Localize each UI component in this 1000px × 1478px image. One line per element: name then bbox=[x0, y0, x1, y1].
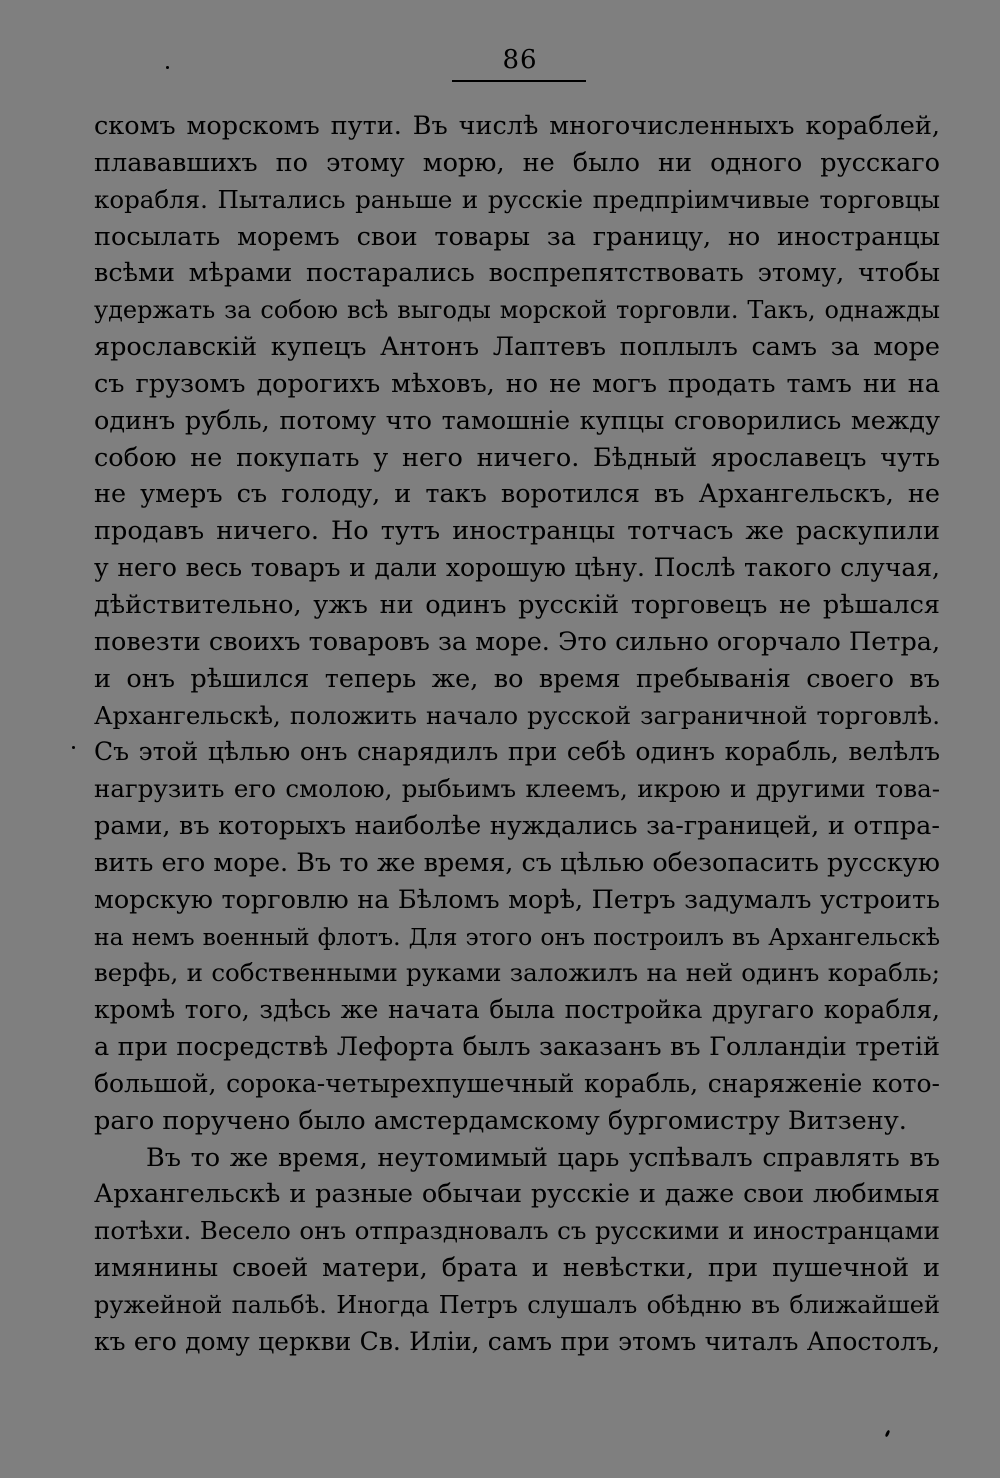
text-line: и онъ рѣшился теперь же, во время пребыванія своего въ bbox=[94, 663, 940, 694]
text-line: не умеръ съ голоду, и такъ воротился въ Архангельскъ, не bbox=[94, 479, 940, 510]
text-line: рами, въ которыхъ наиболѣе нуждались за-границей, и отпра- bbox=[94, 811, 940, 842]
text-line: къ его дому церкви Св. Иліи, самъ при этомъ читалъ Апостолъ, bbox=[94, 1326, 940, 1356]
text-line: собою не покупать у него ничего. Бѣдный ярославецъ чуть bbox=[94, 442, 940, 473]
text-line: одинъ рубль, потому что тамошніе купцы сговорились между bbox=[94, 405, 940, 436]
text-line: съ грузомъ дорогихъ мѣховъ, но не могъ продать тамъ ни на bbox=[94, 368, 940, 399]
text-line: ружейной пальбѣ. Иногда Петръ слушалъ обѣдню въ ближайшей bbox=[94, 1291, 940, 1319]
text-line: удержать за собою всѣ выгоды морской торговли. Такъ, однажды bbox=[94, 296, 940, 325]
text-line: нагрузить его смолою, рыбьимъ клеемъ, икрою и другими това- bbox=[94, 774, 940, 804]
paragraph-end-line: раго поручено было амстердамскому бургомистру Витзену. bbox=[94, 1105, 907, 1136]
page-number: 86 bbox=[502, 45, 538, 75]
page-number-rule bbox=[452, 80, 586, 82]
text-line: кромѣ того, здѣсь же начата была постройка другаго корабля, bbox=[94, 995, 940, 1025]
text-line: плававшихъ по этому морю, не было ни одного русскаго bbox=[94, 147, 940, 178]
scan-speck bbox=[885, 1430, 891, 1438]
body-text bbox=[94, 108, 940, 1361]
text-line: посылать моремъ свои товары за границу, но иностранцы bbox=[94, 221, 940, 252]
text-line: на немъ военный флотъ. Для этого онъ построилъ въ Архангельскѣ bbox=[94, 922, 940, 951]
text-line: а при посредствѣ Лефорта былъ заказанъ въ Голландіи третій bbox=[94, 1032, 940, 1063]
text-line: корабля. Пытались раньше и русскіе предпріимчивые торговцы bbox=[94, 184, 940, 214]
scan-speck bbox=[72, 746, 75, 749]
paragraph-start-line: Въ то же время, неутомимый царь успѣвалъ справлять въ bbox=[146, 1142, 940, 1173]
text-line: всѣми мѣрами постарались воспрепятствовать этому, чтобы bbox=[94, 258, 940, 289]
text-line: у него весь товаръ и дали хорошую цѣну. Послѣ такого случая, bbox=[94, 553, 940, 583]
text-line: большой, сорока-четырехпушечный корабль, снаряженіе кото- bbox=[94, 1068, 940, 1098]
text-line: повезти своихъ товаровъ за море. Это сильно огорчало Петра, bbox=[94, 626, 940, 657]
text-line: имянины своей матери, брата и невѣстки, при пушечной и bbox=[94, 1253, 940, 1284]
text-line: верфь, и собственными руками заложилъ на ней одинъ корабль; bbox=[94, 958, 940, 988]
text-line: вить его море. Въ то же время, съ цѣлью обезопасить русскую bbox=[94, 847, 940, 878]
text-line: морскую торговлю на Бѣломъ морѣ, Петръ задумалъ устроить bbox=[94, 884, 940, 915]
text-line: продавъ ничего. Но тутъ иностранцы тотчасъ же раскупили bbox=[94, 516, 940, 547]
text-line: потѣхи. Весело онъ отпраздновалъ съ русскими и иностранцами bbox=[94, 1216, 940, 1246]
text-line: скомъ морскомъ пути. Въ числѣ многочисленныхъ кораблей, bbox=[94, 111, 940, 141]
text-line: Архангельскѣ и разные обычаи русскіе и даже свои любимыя bbox=[94, 1179, 940, 1210]
text-line: Съ этой цѣлью онъ снарядилъ при себѣ одинъ корабль, велѣлъ bbox=[94, 737, 940, 767]
text-line: ярославскій купецъ Антонъ Лаптевъ поплылъ самъ за море bbox=[94, 332, 940, 363]
text-line: дѣйствительно, ужъ ни одинъ русскій торговецъ не рѣшался bbox=[94, 589, 940, 620]
text-line: Архангельскѣ, положить начало русской заграничной торговлѣ. bbox=[94, 700, 940, 730]
scan-speck bbox=[166, 66, 169, 69]
